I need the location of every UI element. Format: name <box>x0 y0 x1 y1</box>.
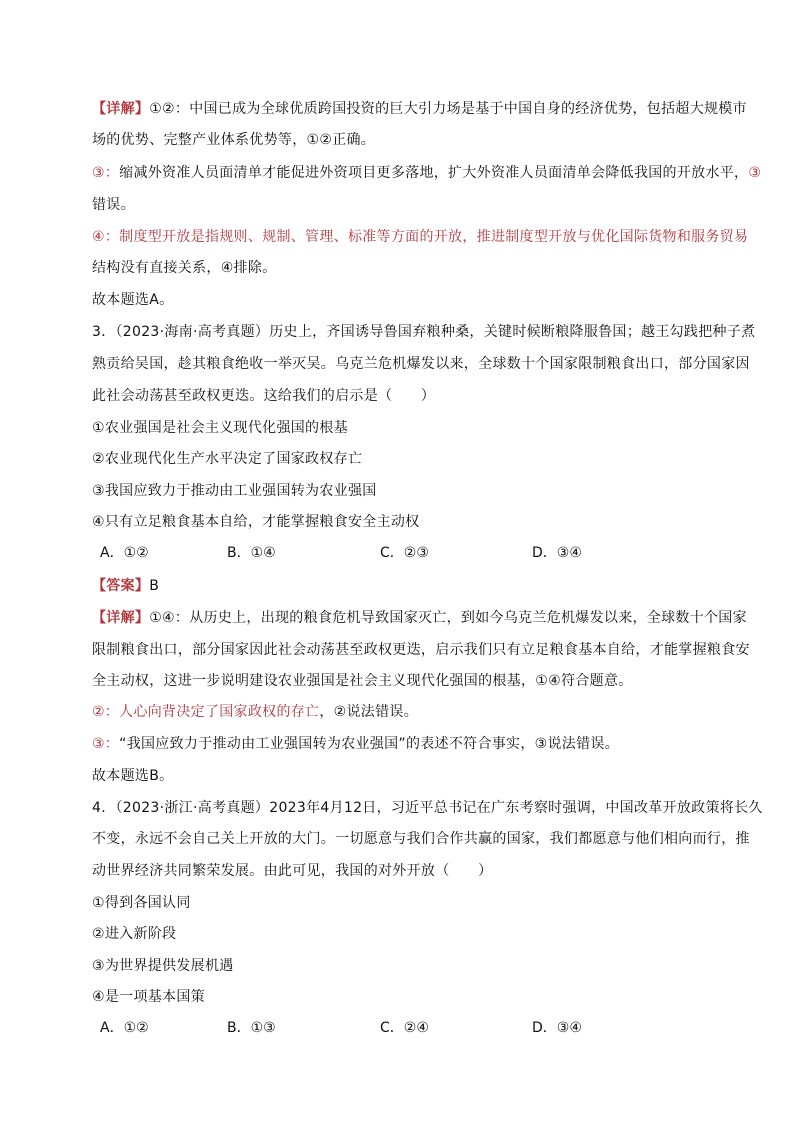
answer-value: B <box>149 578 160 594</box>
detail-text: ①②：中国已成为全球优质跨国投资的巨大引力场是基于中国自身的经济优势，包括超大规模市 <box>149 101 747 117</box>
question-4-stem-line-1: 4．（2023·浙江·高考真题）2023年4月12日，习近平总书记在广东考察时强调，中国改革开放政策将长久 <box>92 800 763 816</box>
option-a: A．①② <box>100 545 149 561</box>
question-4-item-1: ①得到各国认同 <box>92 895 191 911</box>
q3-detail-line-5 <box>92 734 619 754</box>
detail-text: “我国应致力于推动由工业强国转为农业强国”的表述不符合事实，③说法错误。 <box>119 736 620 752</box>
answer-line <box>92 576 159 596</box>
option-a: A．①② <box>100 1020 149 1036</box>
conclusion-line: 故本题选A。 <box>92 292 174 308</box>
question-4-stem-line-2: 不变，永远不会自己关上开放的大门。一切愿意与我们合作共赢的国家，我们都愿意与他们相向而行，推 <box>92 831 750 847</box>
question-3-item-1: ①农业强国是社会主义现代化强国的根基 <box>92 420 348 436</box>
option-b: B．①③ <box>227 1020 276 1036</box>
detail-text: ①④：从历史上，出现的粮食危机导致国家灭亡，到如今乌克兰危机爆发以来，全球数十个国家 <box>149 610 747 626</box>
option-d: D．③④ <box>532 545 582 561</box>
q3-conclusion-line: 故本题选B。 <box>92 768 174 784</box>
question-4-stem-line-3: 动世界经济共同繁荣发展。由此可见，我国的对外开放（ ） <box>92 863 493 879</box>
q3-detail-line-1 <box>92 608 747 628</box>
detail-label: 【详解】 <box>92 101 150 117</box>
item-marker: ③： <box>92 165 120 181</box>
item-marker: ③： <box>92 736 120 752</box>
question-3-item-3: ③我国应致力于推动由工业强国转为农业强国 <box>92 483 377 499</box>
q3-detail-line-2: 限制粮食出口，部分国家因此社会动荡甚至政权更迭，启示我们只有立足粮食基本自给，才能掌握粮食安 <box>92 642 750 658</box>
option-d: D．③④ <box>532 1020 582 1036</box>
question-3-item-4: ④只有立足粮食基本自给，才能掌握粮食安全主动权 <box>92 514 420 530</box>
detail-label: 【详解】 <box>92 610 150 626</box>
detail-line-6: 结构没有直接关系，④排除。 <box>92 260 277 276</box>
option-b: B．①④ <box>227 545 276 561</box>
question-3-stem-line-2: 熟贡给吴国，趁其粮食绝收一举灭吴。乌克兰危机爆发以来，全球数十个国家限制粮食出口，部分国家因 <box>92 356 750 372</box>
detail-text: ，②说法错误。 <box>319 704 419 720</box>
detail-line-4: 错误。 <box>92 197 135 213</box>
answer-label: 【答案】 <box>92 578 150 594</box>
question-4-item-4: ④是一项基本国策 <box>92 989 205 1005</box>
q3-detail-line-3: 全主动权，这进一步说明建设农业强国是社会主义现代化强国的根基，①④符合题意。 <box>92 673 633 689</box>
question-4-item-2: ②进入新阶段 <box>92 926 177 942</box>
detail-line-1 <box>92 99 747 119</box>
question-3-stem-line-1: 3．（2023·海南·高考真题）历史上，齐国诱导鲁国弃粮种桑，关键时候断粮降服鲁国；越王勾践把种子煮 <box>92 324 756 340</box>
option-c: C．②③ <box>380 545 429 561</box>
detail-line-3 <box>92 163 761 183</box>
option-c: C．②④ <box>380 1020 429 1036</box>
question-4-item-3: ③为世界提供发展机遇 <box>92 958 234 974</box>
detail-text: 缩减外资准人员面清单才能促进外资项目更多落地，扩大外资准人员面清单会降低我国的开放水平， <box>119 165 749 181</box>
question-3-item-2: ②农业现代化生产水平决定了国家政权存亡 <box>92 451 363 467</box>
detail-red-text: ②：人心向背决定了国家政权的存亡 <box>92 704 320 720</box>
detail-line-5: ④：制度型开放是指规则、规制、管理、标准等方面的开放，推进制度型开放与优化国际货物和服务贸易 <box>92 229 749 245</box>
question-3-stem-line-3: 此社会动荡甚至政权更迭。这给我们的启示是（ ） <box>92 388 436 404</box>
q3-detail-line-4 <box>92 702 418 722</box>
item-marker: ③ <box>748 165 762 181</box>
detail-line-2: 场的优势、完整产业体系优势等，①②正确。 <box>92 132 376 148</box>
